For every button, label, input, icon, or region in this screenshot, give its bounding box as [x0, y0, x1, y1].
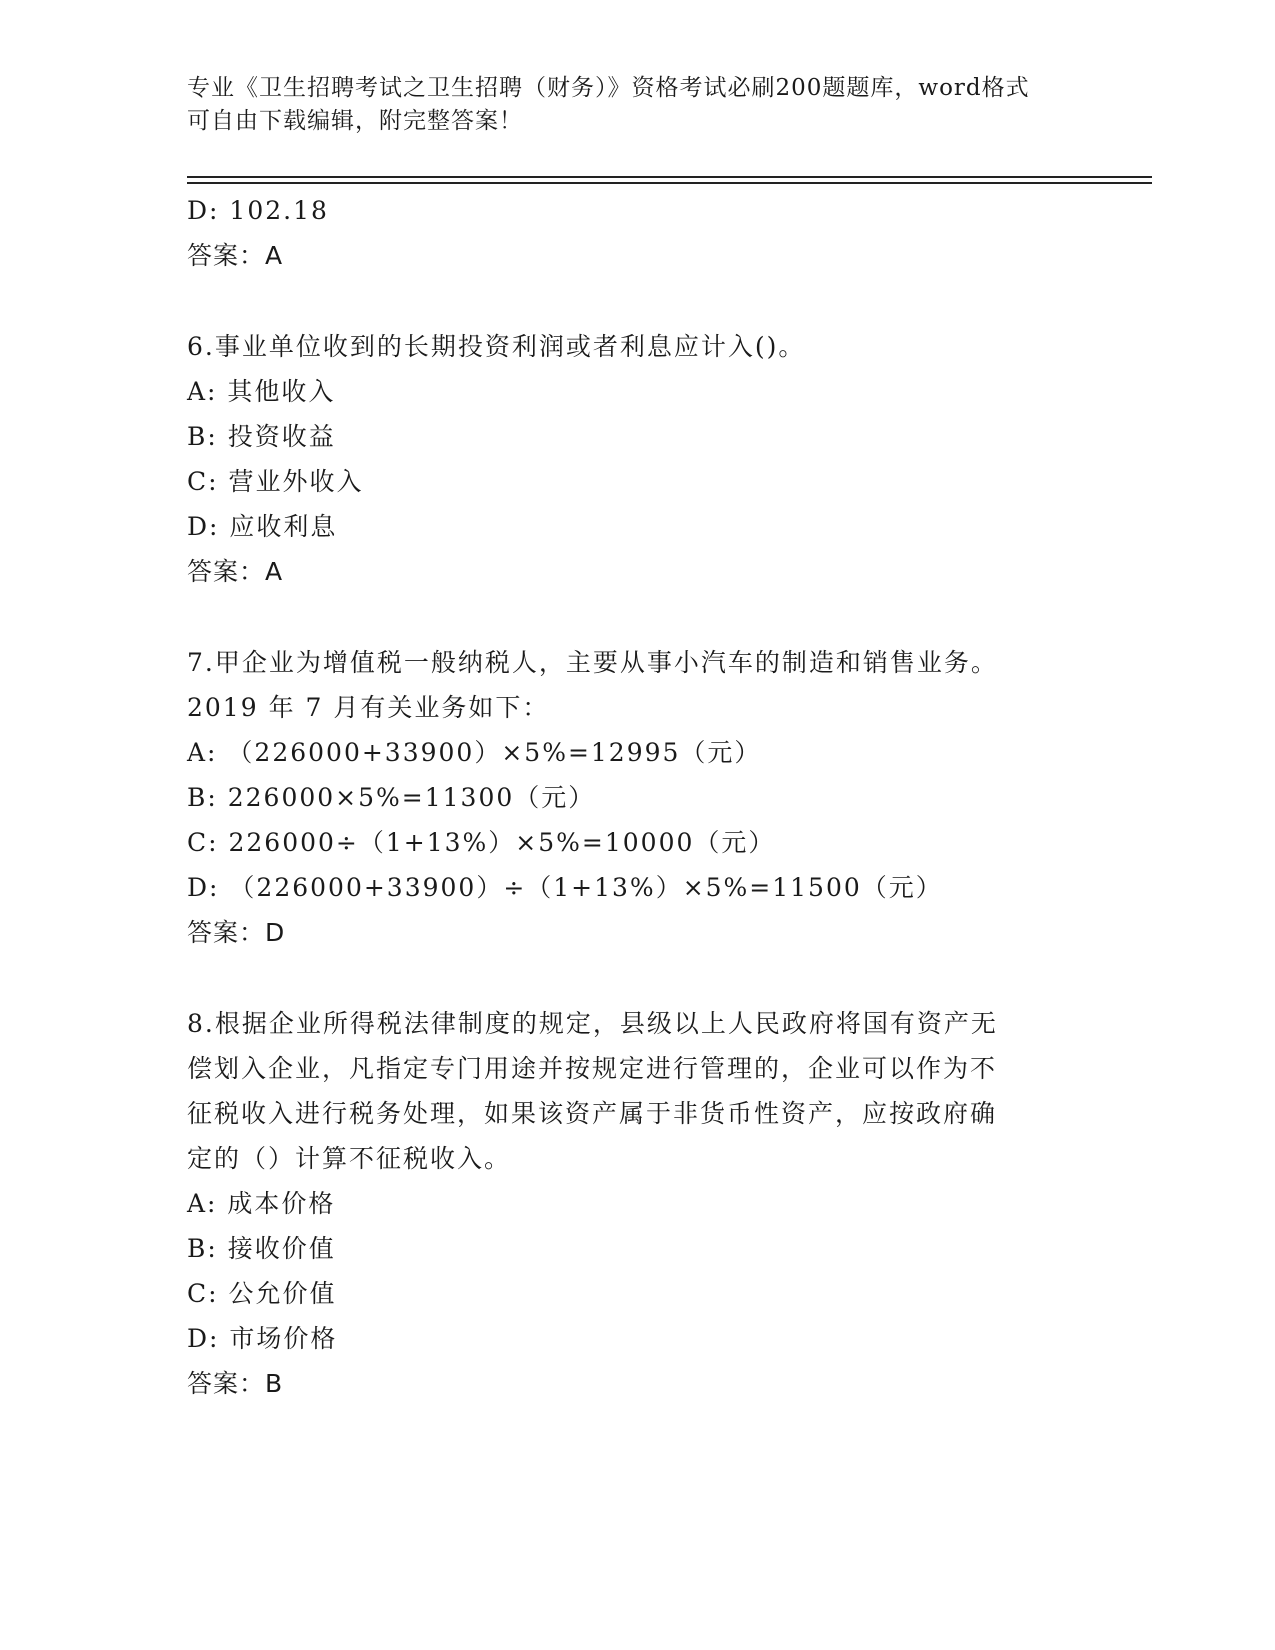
question-8-stem-line-3: 征税收入进行税务处理，如果该资产属于非货币性资产，应按政府确 — [187, 1099, 998, 1128]
question-8-option-b: B: 接收价值 — [187, 1234, 336, 1263]
question-6-option-a: A: 其他收入 — [187, 377, 336, 406]
question-7 — [187, 640, 1067, 955]
prev-answer: 答案：A — [187, 241, 284, 270]
spacer — [187, 594, 1067, 640]
question-7-answer: 答案：D — [187, 918, 286, 947]
question-6-stem: 6.事业单位收到的长期投资利润或者利息应计入()。 — [187, 332, 806, 361]
question-8 — [187, 1001, 1067, 1406]
question-8-stem-line-2: 偿划入企业，凡指定专门用途并按规定进行管理的，企业可以作为不 — [187, 1054, 998, 1083]
header-title-line-2: 可自由下载编辑，附完整答案！ — [187, 108, 523, 134]
question-8-stem-line-4: 定的（）计算不征税收入。 — [187, 1144, 512, 1173]
question-7-stem-line-1: 7.甲企业为增值税一般纳税人，主要从事小汽车的制造和销售业务。 — [187, 648, 998, 677]
question-7-stem-line-2: 2019 年 7 月有关业务如下： — [187, 693, 550, 722]
question-7-option-d: D: （226000+33900）÷（1+13%）×5%=11500（元） — [187, 873, 943, 902]
prev-option-d: D: 102.18 — [187, 196, 329, 225]
header-title-line-1: 专业《卫生招聘考试之卫生招聘（财务）》资格考试必刷200题题库，word格式 — [187, 75, 1030, 101]
spacer — [187, 955, 1067, 1001]
spacer — [187, 278, 1067, 324]
question-8-stem-line-1: 8.根据企业所得税法律制度的规定，县级以上人民政府将国有资产无 — [187, 1009, 998, 1038]
question-8-option-a: A: 成本价格 — [187, 1189, 336, 1218]
header-divider-bottom — [187, 182, 1152, 184]
question-6-option-c: C: 营业外收入 — [187, 467, 364, 496]
question-8-option-c: C: 公允价值 — [187, 1279, 337, 1308]
question-8-answer: 答案：B — [187, 1369, 284, 1398]
document-header — [187, 72, 1067, 138]
question-8-option-d: D: 市场价格 — [187, 1324, 338, 1353]
question-list — [187, 188, 1067, 1406]
question-6-option-d: D: 应收利息 — [187, 512, 338, 541]
question-7-option-c: C: 226000÷（1+13%）×5%=10000（元） — [187, 828, 776, 857]
question-6-answer: 答案：A — [187, 557, 284, 586]
header-divider-top — [187, 176, 1152, 178]
question-6-option-b: B: 投资收益 — [187, 422, 336, 451]
question-6 — [187, 324, 1067, 594]
question-7-option-b: B: 226000×5%=11300（元） — [187, 783, 596, 812]
question-7-option-a: A: （226000+33900）×5%=12995（元） — [187, 738, 762, 767]
